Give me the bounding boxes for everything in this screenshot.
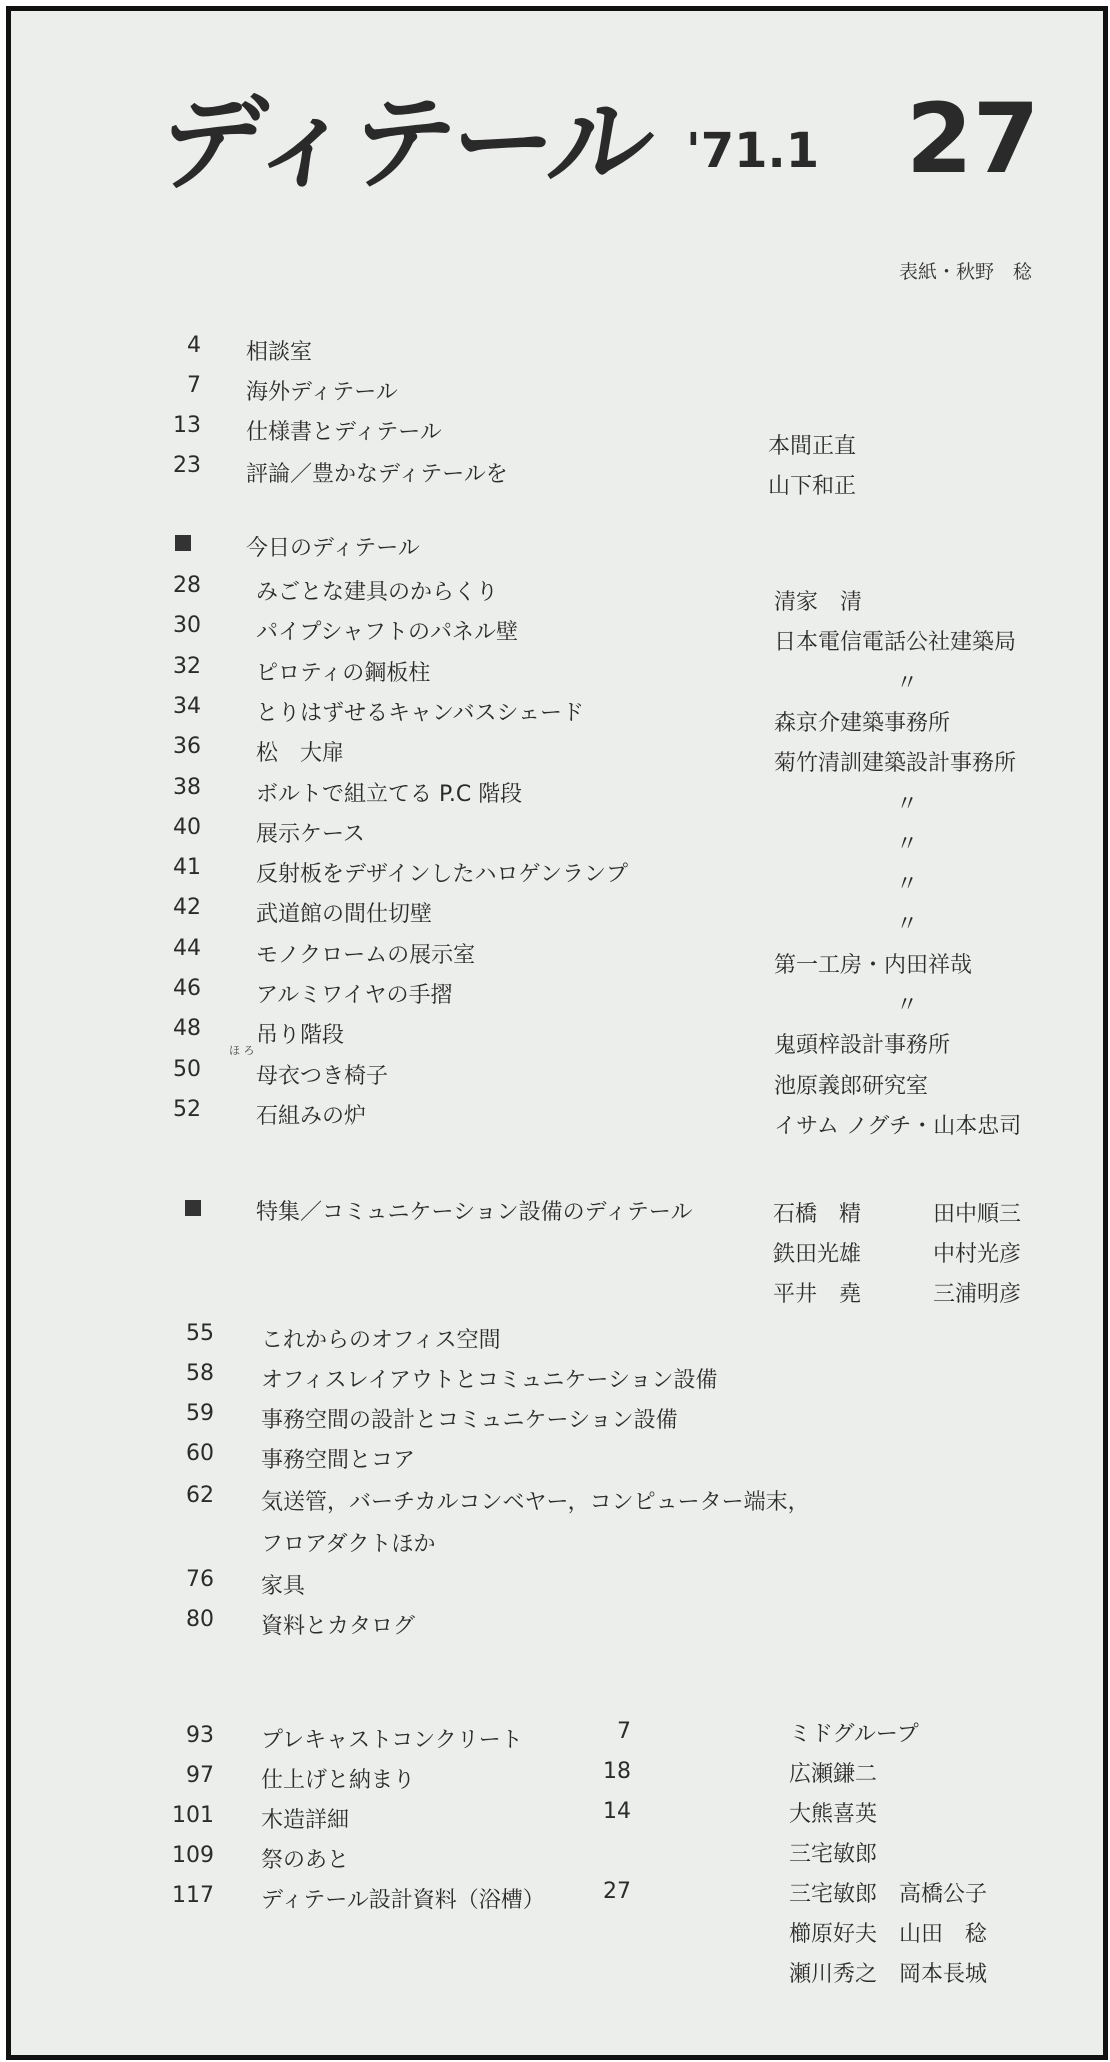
toc-author: 森京介建築事務所: [774, 710, 951, 736]
page-number: 62: [186, 1483, 214, 1508]
series-installment: 18: [603, 1759, 631, 1784]
series-author: 広瀬鎌二: [789, 1762, 878, 1787]
page-number: 32: [173, 653, 201, 679]
toc-author: 菊竹清訓建築設計事務所: [774, 751, 1017, 777]
page-number: 40: [173, 814, 201, 840]
section-heading: 特集／コミュニケーション設備のディテール: [256, 1200, 693, 1225]
page-number: 93: [186, 1723, 214, 1748]
series-title: 木造詳細: [261, 1808, 350, 1833]
toc-title: 資料とカタログ: [261, 1614, 416, 1639]
toc-title: 相談室: [246, 340, 313, 365]
toc-title: 母衣つき椅子: [256, 1063, 389, 1089]
toc-author: イサム ノグチ・山本忠司: [774, 1113, 1022, 1139]
page-number: 36: [173, 734, 201, 760]
cover-credit: 表紙・秋野 稔: [899, 261, 1033, 283]
page-number: 117: [172, 1883, 214, 1908]
toc-author: 清家 清: [774, 590, 863, 615]
toc-title: ピロティの鋼板柱: [256, 660, 431, 686]
toc-title: パイプシャフトのパネル壁: [256, 620, 519, 646]
feature-author: 中村光彦: [933, 1242, 1022, 1267]
series-author: ミドグループ: [789, 1722, 919, 1747]
ruby-text: ほ ろ: [229, 1044, 255, 1057]
ditto-mark: 〃: [896, 791, 919, 817]
page-number: 38: [173, 774, 201, 800]
section-marker: [175, 535, 191, 551]
toc-title: みごとな建具のからくり: [256, 580, 499, 605]
feature-author: 三浦明彦: [933, 1282, 1022, 1307]
toc-title: 吊り階段: [256, 1023, 345, 1049]
toc-title: 反射板をデザインしたハロゲンランプ: [256, 862, 629, 888]
page-number: 60: [186, 1441, 214, 1466]
series-author: 三宅敏郎: [789, 1842, 878, 1867]
page-number: 30: [173, 613, 201, 639]
section-marker: [185, 1200, 201, 1216]
page-number: 13: [173, 413, 201, 438]
toc-title: フロアダクトほか: [261, 1532, 436, 1557]
section-heading: 今日のディテール: [246, 536, 420, 561]
toc-title: とりはずせるキャンバスシェード: [256, 700, 585, 726]
feature-author: 石橋 精: [773, 1202, 862, 1227]
series-author: 櫛原好夫 山田 稔: [789, 1922, 988, 1947]
page-number: 52: [173, 1096, 201, 1122]
ditto-mark: 〃: [896, 912, 919, 938]
page-number: 46: [173, 976, 201, 1001]
page-number: 59: [186, 1401, 214, 1426]
toc-title: 武道館の間仕切壁: [256, 902, 433, 928]
toc-author: 山下和正: [768, 474, 857, 499]
toc-title: 気送管，バーチカルコンベヤー，コンピューター端末，: [261, 1490, 810, 1515]
ditto-mark: 〃: [896, 872, 919, 898]
page-number: 101: [172, 1803, 214, 1828]
magazine-title: ディテール: [151, 82, 658, 204]
series-author: 瀬川秀之 岡本長城: [789, 1962, 988, 1987]
series-installment: 7: [617, 1719, 631, 1744]
toc-title: 評論／豊かなディテールを: [246, 462, 508, 487]
toc-author: 鬼頭梓設計事務所: [774, 1033, 951, 1059]
page-number: 109: [172, 1843, 214, 1868]
ditto-mark: 〃: [896, 670, 919, 696]
toc-title: 展示ケース: [256, 821, 365, 847]
toc-title: 事務空間とコア: [261, 1448, 416, 1473]
issue-date: '71.1: [686, 123, 820, 179]
toc-title: 家具: [261, 1574, 306, 1599]
page-number: 58: [186, 1361, 214, 1386]
page-number: 50: [173, 1056, 201, 1082]
page-number: 80: [186, 1607, 214, 1632]
series-installment: 14: [603, 1799, 631, 1824]
toc-author: 本間正直: [768, 434, 857, 459]
page-number: 28: [173, 573, 201, 598]
toc-title: 石組みの炉: [256, 1103, 367, 1129]
toc-title: これからのオフィス空間: [261, 1328, 501, 1353]
series-title: ディテール設計資料（浴槽）: [261, 1888, 545, 1913]
feature-author: 平井 堯: [773, 1282, 862, 1307]
ditto-mark: 〃: [896, 993, 919, 1018]
issue-number: 27: [906, 83, 1040, 195]
toc-title: 事務空間の設計とコミュニケーション設備: [261, 1408, 678, 1433]
toc-title: 海外ディテール: [246, 380, 398, 405]
toc-title: アルミワイヤの手摺: [256, 983, 453, 1008]
toc-title: ボルトで組立てる P.C 階段: [256, 781, 523, 807]
toc-title: 仕様書とディテール: [246, 420, 442, 445]
page-number: 76: [186, 1567, 214, 1592]
series-title: プレキャストコンクリート: [261, 1728, 523, 1753]
page-number: 7: [187, 373, 201, 398]
page-number: 23: [173, 453, 201, 478]
toc-author: 池原義郎研究室: [774, 1073, 929, 1099]
toc-title: 松 大扉: [256, 741, 345, 767]
ditto-mark: 〃: [896, 831, 919, 857]
page-number: 48: [173, 1016, 201, 1042]
toc-author: 日本電信電話公社建築局: [774, 630, 1017, 656]
page-number: 42: [173, 895, 201, 921]
page-number: 41: [173, 855, 201, 881]
page-number: 34: [173, 693, 201, 719]
series-installment: 27: [603, 1879, 631, 1904]
series-title: 祭のあと: [261, 1848, 350, 1873]
series-title: 仕上げと納まり: [261, 1768, 416, 1793]
toc-title: モノクロームの展示室: [256, 942, 476, 968]
contents-page: [6, 6, 1108, 2060]
page-number: 4: [187, 333, 201, 358]
feature-author: 鉄田光雄: [773, 1242, 862, 1267]
series-author: 三宅敏郎 高橋公子: [789, 1882, 988, 1907]
page-number: 97: [186, 1763, 214, 1788]
series-author: 大熊喜英: [789, 1802, 878, 1827]
page-number: 44: [173, 935, 201, 961]
page-number: 55: [186, 1321, 214, 1346]
feature-author: 田中順三: [933, 1202, 1022, 1227]
toc-title: オフィスレイアウトとコミュニケーション設備: [261, 1368, 718, 1393]
toc-author: 第一工房・内田祥哉: [774, 952, 973, 978]
